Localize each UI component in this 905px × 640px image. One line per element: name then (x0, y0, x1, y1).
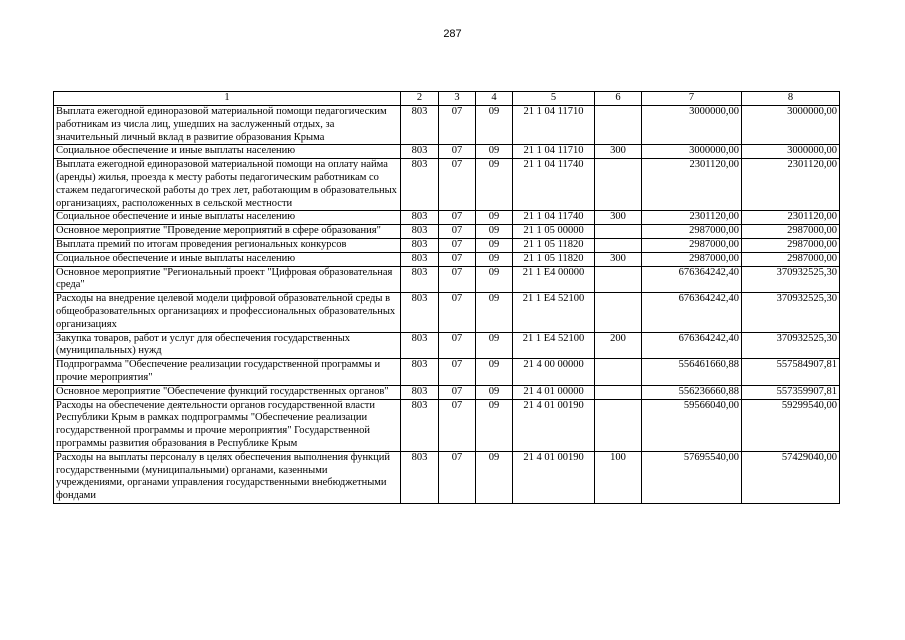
row-name: Выплата ежегодной единоразовой материальной помощи на оплату найма (аренды) жилья, проезда к месту работы педагогическим работникам со стажем педагогической работы до трех лет, работающим в образовательных организациях, расположенных в сельской местности (54, 159, 401, 211)
ministry-code: 803 (401, 266, 439, 293)
table-row (54, 225, 840, 239)
row-name: Социальное обеспечение и иные выплаты населению (54, 252, 401, 266)
section-code: 07 (439, 211, 476, 225)
ministry-code: 803 (401, 293, 439, 332)
subsection-code: 09 (476, 238, 513, 252)
subsection-code: 09 (476, 106, 513, 145)
amount-col7: 556461660,88 (642, 359, 742, 386)
table-row (54, 145, 840, 159)
amount-col7: 2301120,00 (642, 159, 742, 211)
section-code: 07 (439, 293, 476, 332)
table-row (54, 106, 840, 145)
row-name: Основное мероприятие "Обеспечение функций государственных органов" (54, 385, 401, 399)
section-code: 07 (439, 252, 476, 266)
amount-col8: 59299540,00 (742, 399, 840, 451)
table-row (54, 159, 840, 211)
amount-col7: 676364242,40 (642, 266, 742, 293)
table-row (54, 293, 840, 332)
amount-col8: 557359907,81 (742, 385, 840, 399)
target-article: 21 1 05 11820 (513, 238, 595, 252)
expense-type: 300 (595, 145, 642, 159)
amount-col7: 556236660,88 (642, 385, 742, 399)
expense-type: 300 (595, 252, 642, 266)
row-name: Выплата премий по итогам проведения региональных конкурсов (54, 238, 401, 252)
expense-type: 300 (595, 211, 642, 225)
amount-col7: 2987000,00 (642, 252, 742, 266)
ministry-code: 803 (401, 145, 439, 159)
column-header: 3 (439, 92, 476, 106)
target-article: 21 4 00 00000 (513, 359, 595, 386)
amount-col7: 2301120,00 (642, 211, 742, 225)
target-article: 21 1 04 11740 (513, 211, 595, 225)
budget-table (53, 91, 840, 504)
expense-type (595, 266, 642, 293)
expense-type: 100 (595, 451, 642, 503)
header-row (54, 92, 840, 106)
amount-col8: 57429040,00 (742, 451, 840, 503)
row-name: Социальное обеспечение и иные выплаты населению (54, 145, 401, 159)
amount-col7: 57695540,00 (642, 451, 742, 503)
subsection-code: 09 (476, 252, 513, 266)
amount-col8: 2301120,00 (742, 159, 840, 211)
column-header: 1 (54, 92, 401, 106)
target-article: 21 4 01 00190 (513, 451, 595, 503)
target-article: 21 1 04 11710 (513, 106, 595, 145)
target-article: 21 4 01 00000 (513, 385, 595, 399)
table-row (54, 252, 840, 266)
amount-col7: 59566040,00 (642, 399, 742, 451)
amount-col8: 370932525,30 (742, 332, 840, 359)
subsection-code: 09 (476, 451, 513, 503)
amount-col8: 370932525,30 (742, 266, 840, 293)
expense-type (595, 225, 642, 239)
target-article: 21 1 E4 52100 (513, 332, 595, 359)
section-code: 07 (439, 159, 476, 211)
table-row (54, 451, 840, 503)
subsection-code: 09 (476, 293, 513, 332)
subsection-code: 09 (476, 266, 513, 293)
column-header: 7 (642, 92, 742, 106)
row-name: Основное мероприятие "Проведение мероприятий в сфере образования" (54, 225, 401, 239)
table-row (54, 332, 840, 359)
ministry-code: 803 (401, 399, 439, 451)
amount-col7: 3000000,00 (642, 106, 742, 145)
section-code: 07 (439, 359, 476, 386)
section-code: 07 (439, 238, 476, 252)
subsection-code: 09 (476, 145, 513, 159)
row-name: Расходы на обеспечение деятельности органов государственной власти Республики Крым в рамках подпрограммы "Обеспечение реализации государственной программы и прочие мероприятия" Государственной программы развития образования в Республике Крым (54, 399, 401, 451)
ministry-code: 803 (401, 252, 439, 266)
page-number: 287 (443, 28, 462, 40)
column-header: 6 (595, 92, 642, 106)
table-row (54, 211, 840, 225)
ministry-code: 803 (401, 238, 439, 252)
section-code: 07 (439, 451, 476, 503)
amount-col8: 2987000,00 (742, 225, 840, 239)
target-article: 21 4 01 00190 (513, 399, 595, 451)
section-code: 07 (439, 225, 476, 239)
subsection-code: 09 (476, 359, 513, 386)
section-code: 07 (439, 332, 476, 359)
target-article: 21 1 05 11820 (513, 252, 595, 266)
subsection-code: 09 (476, 211, 513, 225)
subsection-code: 09 (476, 399, 513, 451)
ministry-code: 803 (401, 225, 439, 239)
table-row (54, 238, 840, 252)
row-name: Выплата ежегодной единоразовой материальной помощи педагогическим работникам из числа лиц, ушедших на заслуженный отдых, за значительный личный вклад в развитие образования Крыма (54, 106, 401, 145)
expense-type (595, 293, 642, 332)
subsection-code: 09 (476, 159, 513, 211)
ministry-code: 803 (401, 359, 439, 386)
target-article: 21 1 05 00000 (513, 225, 595, 239)
ministry-code: 803 (401, 211, 439, 225)
amount-col7: 676364242,40 (642, 293, 742, 332)
section-code: 07 (439, 145, 476, 159)
expense-type (595, 399, 642, 451)
ministry-code: 803 (401, 332, 439, 359)
amount-col7: 676364242,40 (642, 332, 742, 359)
target-article: 21 1 E4 52100 (513, 293, 595, 332)
target-article: 21 1 04 11740 (513, 159, 595, 211)
table-row (54, 359, 840, 386)
expense-type (595, 159, 642, 211)
section-code: 07 (439, 385, 476, 399)
row-name: Расходы на выплаты персоналу в целях обеспечения выполнения функций государственными (муниципальными) органами, казенными учреждениями, органами управления государственными внебюджетными фондами (54, 451, 401, 503)
row-name: Закупка товаров, работ и услуг для обеспечения государственных (муниципальных) нужд (54, 332, 401, 359)
table-row (54, 266, 840, 293)
subsection-code: 09 (476, 385, 513, 399)
expense-type (595, 238, 642, 252)
row-name: Социальное обеспечение и иные выплаты населению (54, 211, 401, 225)
amount-col8: 557584907,81 (742, 359, 840, 386)
table-row (54, 399, 840, 451)
row-name: Расходы на внедрение целевой модели цифровой образовательной среды в общеобразовательных организациях и профессиональных образовательных организациях (54, 293, 401, 332)
amount-col8: 2987000,00 (742, 238, 840, 252)
amount-col7: 2987000,00 (642, 225, 742, 239)
column-header: 5 (513, 92, 595, 106)
row-name: Основное мероприятие "Региональный проект "Цифровая образовательная среда" (54, 266, 401, 293)
amount-col8: 3000000,00 (742, 145, 840, 159)
subsection-code: 09 (476, 225, 513, 239)
table-row (54, 385, 840, 399)
target-article: 21 1 04 11710 (513, 145, 595, 159)
expense-type (595, 385, 642, 399)
subsection-code: 09 (476, 332, 513, 359)
section-code: 07 (439, 399, 476, 451)
column-header: 8 (742, 92, 840, 106)
amount-col8: 2301120,00 (742, 211, 840, 225)
amount-col8: 370932525,30 (742, 293, 840, 332)
target-article: 21 1 E4 00000 (513, 266, 595, 293)
ministry-code: 803 (401, 106, 439, 145)
row-name: Подпрограмма "Обеспечение реализации государственной программы и прочие мероприятия" (54, 359, 401, 386)
amount-col7: 3000000,00 (642, 145, 742, 159)
expense-type (595, 106, 642, 145)
expense-type (595, 359, 642, 386)
ministry-code: 803 (401, 159, 439, 211)
column-header: 4 (476, 92, 513, 106)
amount-col8: 2987000,00 (742, 252, 840, 266)
ministry-code: 803 (401, 385, 439, 399)
ministry-code: 803 (401, 451, 439, 503)
amount-col7: 2987000,00 (642, 238, 742, 252)
section-code: 07 (439, 266, 476, 293)
expense-type: 200 (595, 332, 642, 359)
section-code: 07 (439, 106, 476, 145)
column-header: 2 (401, 92, 439, 106)
amount-col8: 3000000,00 (742, 106, 840, 145)
